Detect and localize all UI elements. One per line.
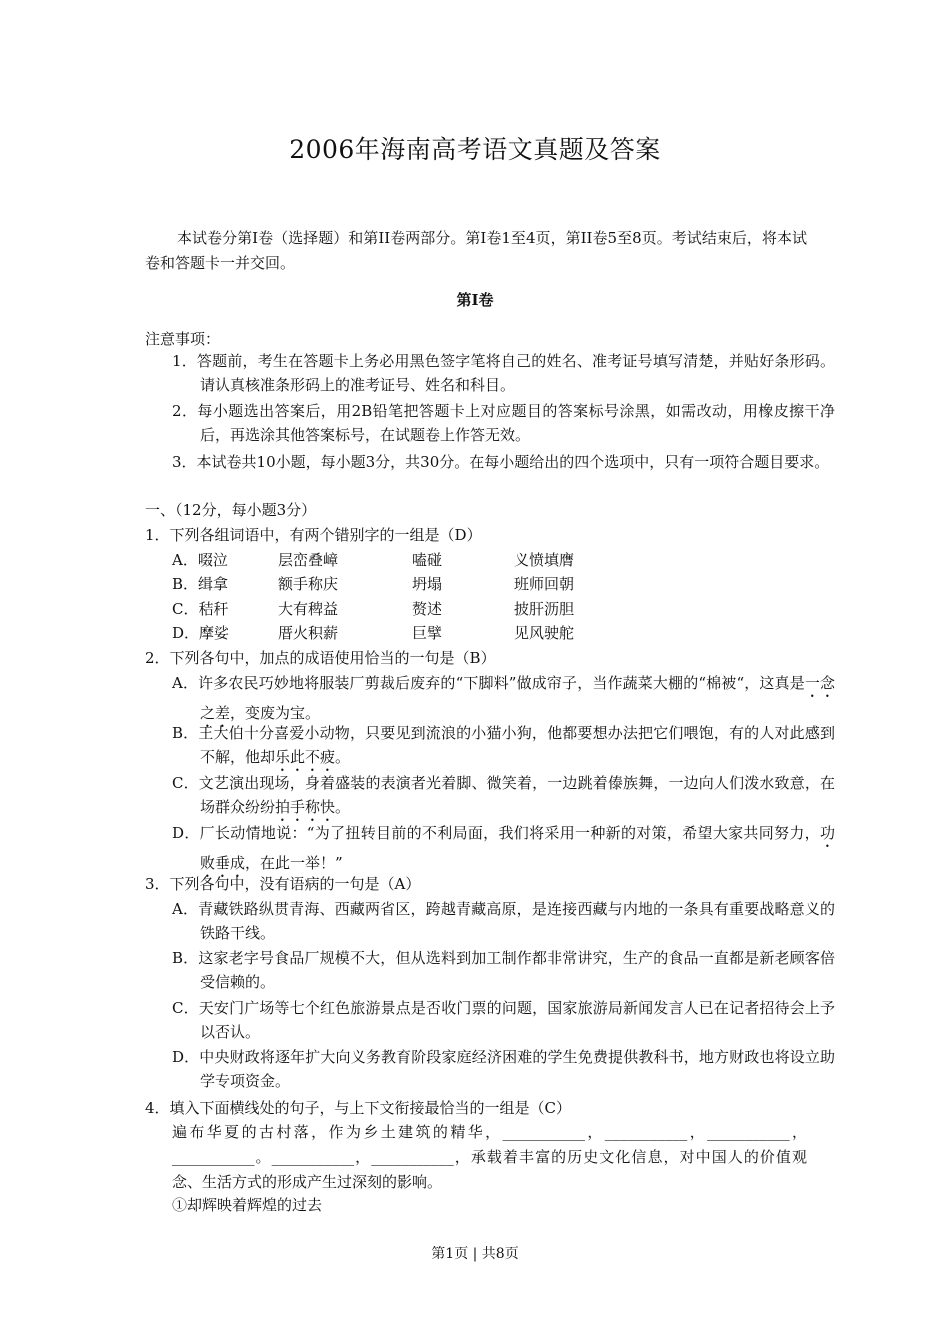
q1-c-3: 赘述 [412, 600, 443, 618]
q4-passage: 遍布华夏的古村落，作为乡土建筑的精华，___________，___________，___________，___________。___________，___________，承载着丰富的历史文化信息，对中国人的价值观念、生活方式的形成产生过深刻的影响。 [172, 1123, 807, 1191]
q4-stem: 4．填入下面横线处的句子，与上下文衔接最恰当的一组是（C） [145, 1099, 572, 1117]
q3-option-d: D．中央财政将逐年扩大向义务教育阶段家庭经济困难的学生免费提供教科书，地方财政也将设立助学专项资金。 [172, 1048, 835, 1090]
q3-stem: 3．下列各句中，没有语病的一句是（A） [145, 875, 421, 893]
notice-item-1: 1．答题前，考生在答题卡上务必用黑色签字笔将自己的姓名、准考证号填写清楚，并贴好条形码。请认真核准条形码上的准考证号、姓名和科目。 [172, 352, 835, 394]
q2-c-dotted-idiom: 拍手称快 [275, 798, 336, 816]
q1-b-4: 班师回朝 [514, 575, 575, 593]
q3-option-a: A．青藏铁路纵贯青海、西藏两省区，跨越青藏高原，是连接西藏与内地的一条具有重要战略意义的铁路干线。 [172, 900, 835, 942]
q2-d-text-end: ，在此一举！” [245, 854, 343, 872]
part-one-heading: 一、（12分，每小题3分） [145, 501, 317, 519]
q2-option-d [172, 821, 835, 881]
q1-b-1: B．缉拿 [172, 575, 229, 593]
q1-d-2: 厝火积薪 [278, 624, 339, 642]
q3-option-b: B．这家老字号食品厂规模不大，但从选料到加工制作都非常讲究，生产的食品一直都是新老顾客倍受信赖的。 [172, 949, 835, 991]
q1-d-3: 巨擘 [412, 624, 443, 642]
q2-stem: 2．下列各句中，加点的成语使用恰当的一句是（B） [145, 649, 496, 667]
q2-a-dotted-idiom: 一念之差 [200, 674, 835, 722]
q1-d-4: 见风驶舵 [514, 624, 575, 642]
q2-b-text-end: 。 [335, 748, 351, 766]
q2-c-text: C．文艺演出现场，身着盛装的表演者光着脚、微笑着，一边跳着傣族舞，一边向人们泼水致意，在场群众纷纷 [172, 774, 835, 816]
q2-b-dotted-idiom: 乐此不疲 [275, 748, 336, 766]
notice-item-3: 3．本试卷共10小题，每小题3分，共30分。在每小题给出的四个选项中，只有一项符合题目要求。 [172, 453, 830, 471]
q1-a-3: 嗑碰 [412, 551, 443, 569]
q1-d-1: D．摩娑 [172, 624, 230, 642]
q2-d-dotted-idiom: 功败垂成 [200, 824, 835, 872]
q2-c-text-end: 。 [335, 798, 351, 816]
q2-b-text: B．王大伯十分喜爱小动物，只要见到流浪的小猫小狗，他都要想办法把它们喂饱，有的人对此感到不解，他却 [172, 724, 835, 766]
q2-a-text: A．许多农民巧妙地将服装厂剪裁后废弃的“下脚料”做成帘子，当作蔬菜大棚的“棉被“，这真是 [172, 674, 805, 692]
q2-option-b [172, 721, 835, 775]
q1-a-2: 层峦叠嶂 [278, 551, 339, 569]
q1-a-1: A．啜泣 [172, 551, 228, 569]
q1-b-2: 额手称庆 [278, 575, 339, 593]
q1-c-4: 披肝沥胆 [514, 600, 575, 618]
q3-option-c: C．天安门广场等七个红色旅游景点是否收门票的问题，国家旅游局新闻发言人已在记者招待会上予以否认。 [172, 999, 835, 1041]
q1-c-1: C．秸秆 [172, 600, 229, 618]
q1-stem: 1．下列各组词语中，有两个错别字的一组是（D） [145, 526, 482, 544]
page-footer: 第1页 | 共8页 [431, 1246, 519, 1262]
q4-choice-1: ①却辉映着辉煌的过去 [172, 1196, 323, 1214]
q1-c-2: 大有稗益 [278, 600, 339, 618]
q1-a-4: 义愤填膺 [514, 551, 575, 569]
page-title: 2006年海南高考语文真题及答案 [289, 135, 661, 164]
intro-paragraph: 本试卷分第I卷（选择题）和第II卷两部分。第I卷1至4页，第II卷5至8页。考试结束后，将本试卷和答题卡一并交回。 [145, 229, 807, 272]
q2-option-c [172, 771, 835, 825]
notice-heading: 注意事项： [145, 330, 221, 348]
q2-d-text: D．厂长动情地说：“为了扭转目前的不利局面，我们将采用一种新的对策，希望大家共同努力， [172, 824, 820, 842]
section-title: 第I卷 [456, 291, 494, 309]
notice-item-2: 2．每小题选出答案后，用2B铅笔把答题卡上对应题目的答案标号涂黑，如需改动，用橡皮擦干净后，再选涂其他答案标号，在试题卷上作答无效。 [172, 402, 835, 444]
q2-a-text-end: ，变废为宝。 [230, 704, 321, 722]
q1-b-3: 坍塌 [412, 575, 443, 593]
